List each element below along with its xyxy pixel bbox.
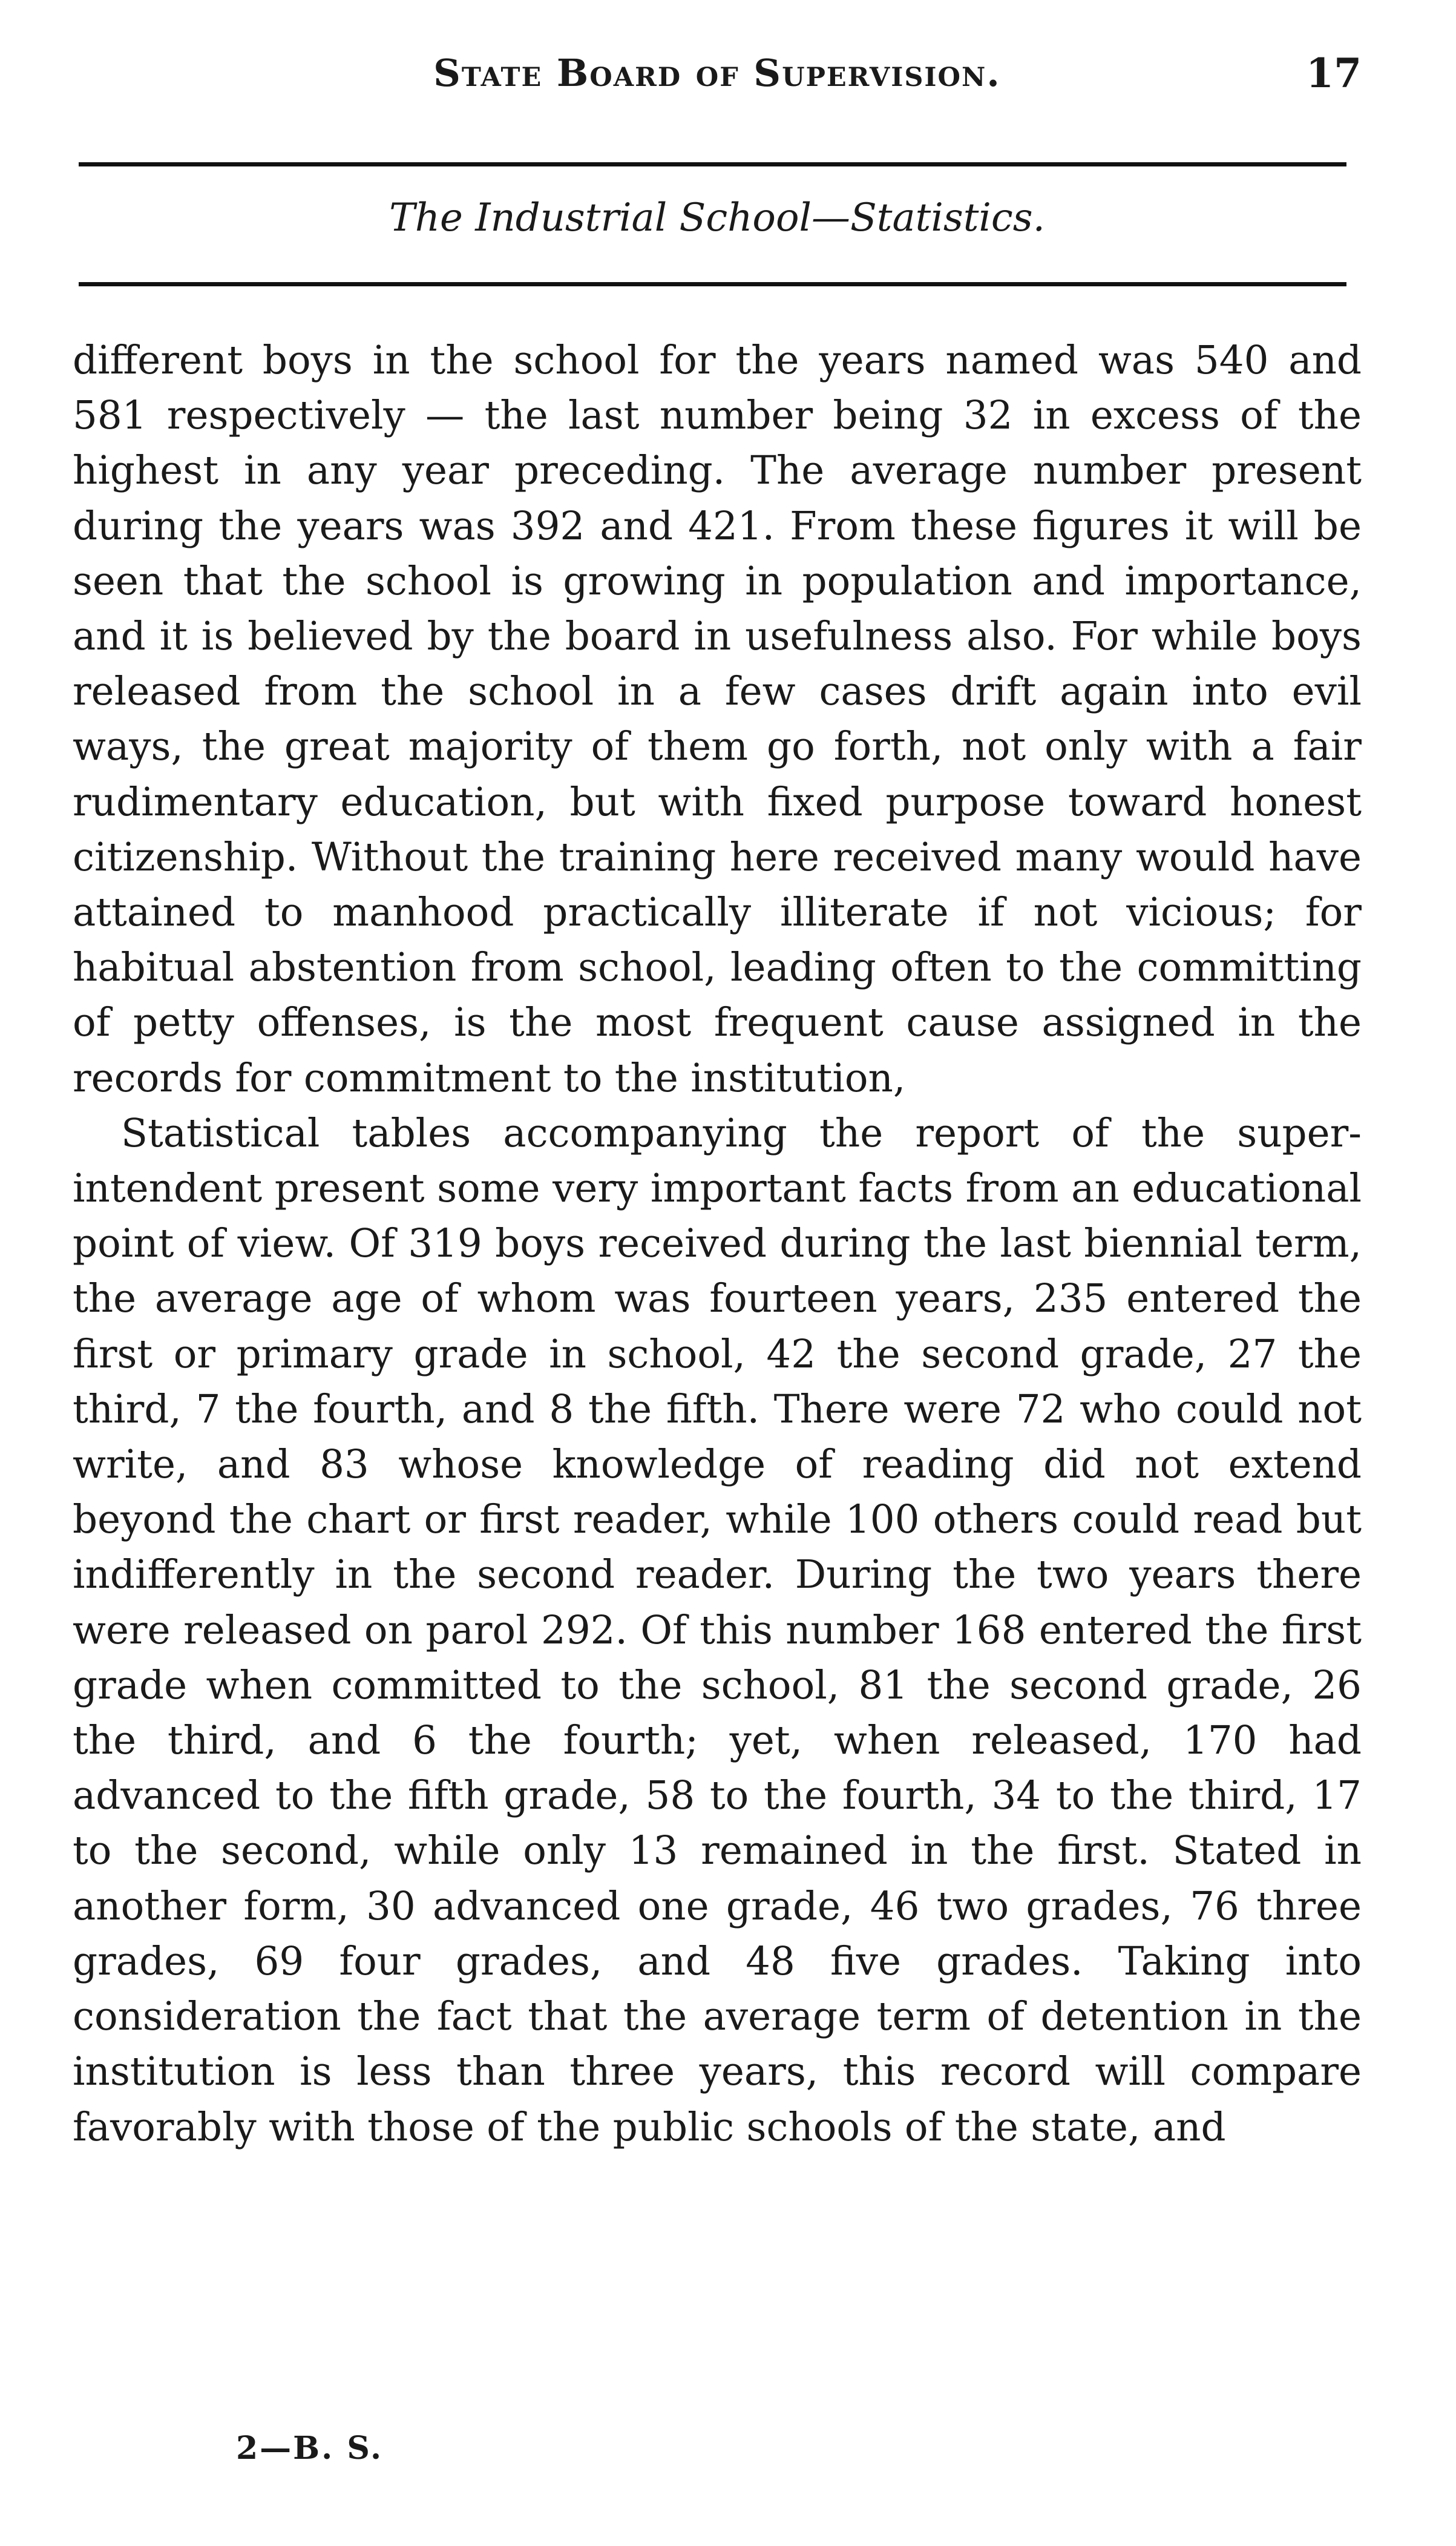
signature-mark: 2—B. S. [236,2430,384,2467]
running-title: State Board of Supervision. [433,51,1001,95]
heading-rule [79,282,1346,286]
top-rule [79,162,1346,166]
body-text [73,333,1362,2155]
running-head [73,46,1362,100]
paragraph-statistics: Statistical tables accompanying the report of the superintendent present some very important facts from an educational point of view. Of 319 boys received during the last biennial term, the average age of whom was fourteen years, 235 entered the first or primary grade in school, 42 the second grade, 27 the third, 7 the fourth, and 8 the fifth. There were 72 who could not write, and 83 whose knowledge of reading did not extend beyond the chart or first reader, while 100 others could read but indifferently in the second reader. During the two years there were released on parol 292. Of this number 168 entered the first grade when committed to the school, 81 the second grade, 26 the third, and 6 the fourth; yet, when released, 170 had advanced to the fifth grade, 58 to the fourth, 34 to the third, 17 to the second, while only 13 remained in the first. Stated in another form, 30 advanced one grade, 46 two grades, 76 three grades, 69 four grades, and 48 five grades. Taking into consideration the fact that the average term of detention in the institution is less than three years, this record will compare favorably with those of the public schools of the state, and [73,1110,1362,2150]
page-number: 17 [1306,50,1362,97]
paragraph-continued: different boys in the school for the years named was 540 and 581 respectively — the last number being 32 in excess of the highest in any year preceding. The average number present during the years was 392 and 421. From these figures it will be seen that the school is growing in population and importance, and it is believed by the board in usefulness also. For while boys released from the school in a few cases drift again into evil ways, the great majority of them go forth, not only with a fair rudimentary education, but with fixed purpose toward honest citizenship. Without the training here received many would have attained to manhood practically illiterate if not vicious; for habitual abstention from school, leading often to the committing of petty offenses, is the most frequent cause assigned in the records for commitment to the institution, [73,338,1362,1101]
section-heading: The Industrial School—Statistics. [389,196,1045,240]
